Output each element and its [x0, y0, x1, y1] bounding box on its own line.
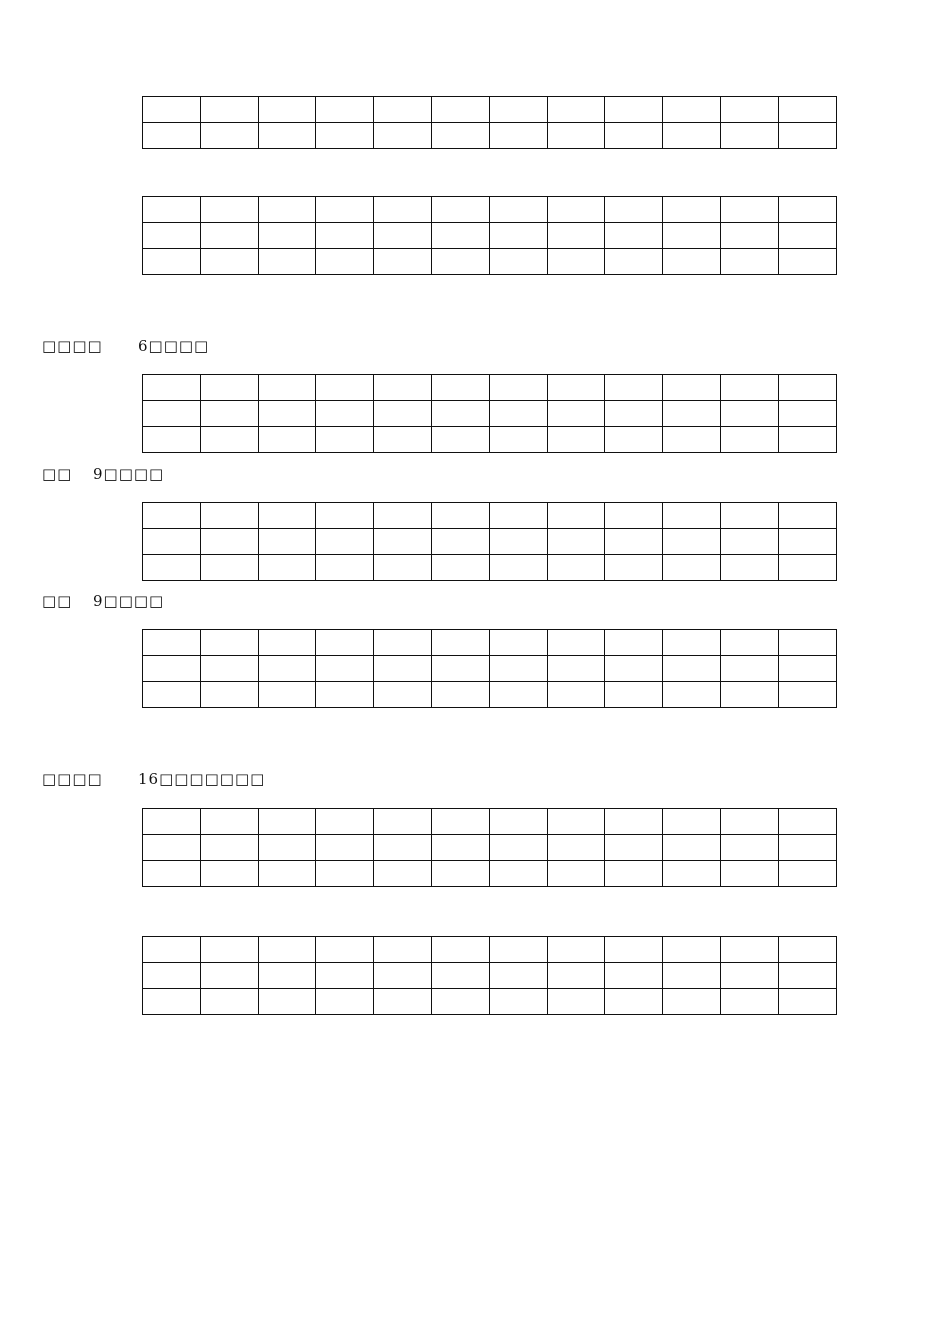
grid-cell[interactable]	[663, 375, 721, 401]
grid-cell[interactable]	[258, 375, 316, 401]
grid-cell[interactable]	[489, 682, 547, 708]
grid-cell[interactable]	[547, 682, 605, 708]
grid-cell[interactable]	[143, 937, 201, 963]
grid-cell[interactable]	[663, 937, 721, 963]
grid-cell[interactable]	[663, 503, 721, 529]
item-2-title: □□	[42, 592, 73, 610]
grid-cell[interactable]	[663, 529, 721, 555]
grid-cell[interactable]	[605, 197, 663, 223]
grid-cell[interactable]	[778, 503, 836, 529]
grid-cell[interactable]	[200, 656, 258, 682]
grid-cell[interactable]	[374, 555, 432, 581]
grid-cell[interactable]	[489, 809, 547, 835]
grid-cell[interactable]	[374, 223, 432, 249]
grid-cell[interactable]	[374, 630, 432, 656]
grid-cell[interactable]	[431, 249, 489, 275]
grid-cell[interactable]	[431, 937, 489, 963]
grid-row	[143, 656, 837, 682]
section-a-heading	[42, 337, 210, 391]
grid-cell[interactable]	[143, 809, 201, 835]
grid-cell[interactable]	[200, 630, 258, 656]
grid-cell[interactable]	[720, 989, 778, 1015]
grid-cell[interactable]	[316, 401, 374, 427]
grid-cell[interactable]	[143, 682, 201, 708]
grid-cell[interactable]	[605, 223, 663, 249]
section-b-title: □□□□	[42, 770, 103, 788]
grid-row	[143, 682, 837, 708]
grid-cell[interactable]	[431, 809, 489, 835]
grid-cell[interactable]	[778, 682, 836, 708]
grid-cell[interactable]	[605, 682, 663, 708]
grid-cell[interactable]	[778, 97, 836, 123]
grid-cell[interactable]	[200, 427, 258, 453]
grid-cell[interactable]	[663, 97, 721, 123]
grid-cell[interactable]	[316, 97, 374, 123]
grid-cell[interactable]	[605, 503, 663, 529]
grid-cell[interactable]	[778, 963, 836, 989]
grid-cell[interactable]	[258, 656, 316, 682]
grid-cell[interactable]	[316, 427, 374, 453]
answer-grid-5	[142, 629, 837, 708]
grid-cell[interactable]	[489, 656, 547, 682]
grid-cell[interactable]	[663, 249, 721, 275]
grid-cell[interactable]	[258, 249, 316, 275]
grid-cell[interactable]	[316, 989, 374, 1015]
grid-cell[interactable]	[720, 682, 778, 708]
grid-cell[interactable]	[258, 503, 316, 529]
grid-cell[interactable]	[720, 427, 778, 453]
grid-cell[interactable]	[547, 427, 605, 453]
grid-cell[interactable]	[200, 682, 258, 708]
grid-cell[interactable]	[605, 835, 663, 861]
grid-cell[interactable]	[316, 529, 374, 555]
grid-cell[interactable]	[258, 809, 316, 835]
grid-cell[interactable]	[143, 197, 201, 223]
grid-cell[interactable]	[489, 223, 547, 249]
grid-cell[interactable]	[431, 555, 489, 581]
grid-cell[interactable]	[605, 97, 663, 123]
grid-cell[interactable]	[374, 835, 432, 861]
grid-cell[interactable]	[374, 375, 432, 401]
grid-cell[interactable]	[200, 809, 258, 835]
grid-cell[interactable]	[200, 123, 258, 149]
grid-cell[interactable]	[489, 529, 547, 555]
grid-row	[143, 630, 837, 656]
grid-row	[143, 529, 837, 555]
grid-cell[interactable]	[143, 97, 201, 123]
grid-cell[interactable]	[720, 223, 778, 249]
grid-cell[interactable]	[778, 249, 836, 275]
grid-cell[interactable]	[778, 529, 836, 555]
grid-cell[interactable]	[374, 656, 432, 682]
grid-cell[interactable]	[547, 937, 605, 963]
grid-cell[interactable]	[489, 197, 547, 223]
grid-cell[interactable]	[547, 123, 605, 149]
grid-cell[interactable]	[720, 937, 778, 963]
grid-row	[143, 861, 837, 887]
grid-cell[interactable]	[143, 555, 201, 581]
grid-cell[interactable]	[374, 989, 432, 1015]
grid-row	[143, 123, 837, 149]
grid-cell[interactable]	[374, 97, 432, 123]
grid-cell[interactable]	[258, 123, 316, 149]
grid-cell[interactable]	[316, 630, 374, 656]
item-1-heading	[42, 465, 165, 519]
grid-cell[interactable]	[316, 682, 374, 708]
grid-cell[interactable]	[605, 555, 663, 581]
grid-cell[interactable]	[143, 123, 201, 149]
grid-cell[interactable]	[547, 249, 605, 275]
grid-cell[interactable]	[489, 835, 547, 861]
grid-cell[interactable]	[431, 223, 489, 249]
grid-cell[interactable]	[778, 197, 836, 223]
grid-cell[interactable]	[605, 375, 663, 401]
grid-cell[interactable]	[316, 555, 374, 581]
grid-cell[interactable]	[720, 630, 778, 656]
grid-row	[143, 427, 837, 453]
grid-cell[interactable]	[143, 989, 201, 1015]
grid-cell[interactable]	[316, 963, 374, 989]
grid-cell[interactable]	[143, 529, 201, 555]
grid-cell[interactable]	[374, 249, 432, 275]
grid-cell[interactable]	[547, 529, 605, 555]
grid-cell[interactable]	[200, 249, 258, 275]
grid-cell[interactable]	[778, 375, 836, 401]
grid-cell[interactable]	[663, 123, 721, 149]
grid-cell[interactable]	[258, 963, 316, 989]
grid-cell[interactable]	[605, 809, 663, 835]
grid-cell[interactable]	[258, 197, 316, 223]
grid-row	[143, 401, 837, 427]
grid-cell[interactable]	[663, 809, 721, 835]
grid-cell[interactable]	[431, 401, 489, 427]
grid-cell[interactable]	[143, 630, 201, 656]
grid-cell[interactable]	[431, 989, 489, 1015]
grid-cell[interactable]	[605, 630, 663, 656]
grid-cell[interactable]	[547, 375, 605, 401]
grid-cell[interactable]	[720, 861, 778, 887]
grid-cell[interactable]	[143, 223, 201, 249]
grid-cell[interactable]	[720, 963, 778, 989]
grid-row	[143, 249, 837, 275]
grid-cell[interactable]	[431, 656, 489, 682]
grid-cell[interactable]	[547, 989, 605, 1015]
grid-cell[interactable]	[143, 401, 201, 427]
grid-cell[interactable]	[778, 937, 836, 963]
grid-cell[interactable]	[605, 861, 663, 887]
grid-cell[interactable]	[143, 656, 201, 682]
grid-row	[143, 963, 837, 989]
grid-cell[interactable]	[316, 223, 374, 249]
grid-cell[interactable]	[200, 223, 258, 249]
grid-cell[interactable]	[316, 249, 374, 275]
grid-cell[interactable]	[200, 861, 258, 887]
grid-cell[interactable]	[720, 249, 778, 275]
grid-row	[143, 555, 837, 581]
item-1-instruction: 9□□□□	[93, 465, 165, 483]
grid-cell[interactable]	[258, 989, 316, 1015]
grid-cell[interactable]	[720, 97, 778, 123]
answer-grid-7	[142, 936, 837, 1015]
grid-cell[interactable]	[778, 555, 836, 581]
grid-cell[interactable]	[489, 555, 547, 581]
grid-cell[interactable]	[374, 937, 432, 963]
grid-cell[interactable]	[778, 427, 836, 453]
grid-cell[interactable]	[778, 123, 836, 149]
grid-cell[interactable]	[605, 963, 663, 989]
grid-cell[interactable]	[200, 503, 258, 529]
grid-cell[interactable]	[489, 97, 547, 123]
grid-cell[interactable]	[547, 223, 605, 249]
grid-cell[interactable]	[200, 835, 258, 861]
grid-cell[interactable]	[431, 529, 489, 555]
grid-cell[interactable]	[720, 529, 778, 555]
grid-cell[interactable]	[374, 197, 432, 223]
grid-cell[interactable]	[489, 963, 547, 989]
grid-cell[interactable]	[200, 375, 258, 401]
grid-cell[interactable]	[374, 861, 432, 887]
grid-cell[interactable]	[258, 937, 316, 963]
grid-cell[interactable]	[663, 630, 721, 656]
grid-cell[interactable]	[547, 861, 605, 887]
answer-grid-1	[142, 96, 837, 149]
grid-cell[interactable]	[778, 401, 836, 427]
grid-cell[interactable]	[663, 989, 721, 1015]
grid-cell[interactable]	[547, 555, 605, 581]
grid-cell[interactable]	[316, 937, 374, 963]
grid-cell[interactable]	[720, 197, 778, 223]
grid-cell[interactable]	[663, 401, 721, 427]
grid-cell[interactable]	[316, 656, 374, 682]
grid-cell[interactable]	[663, 555, 721, 581]
grid-cell[interactable]	[778, 630, 836, 656]
grid-cell[interactable]	[258, 401, 316, 427]
grid-cell[interactable]	[663, 223, 721, 249]
grid-cell[interactable]	[547, 630, 605, 656]
grid-cell[interactable]	[431, 375, 489, 401]
grid-cell[interactable]	[663, 682, 721, 708]
grid-row	[143, 989, 837, 1015]
grid-cell[interactable]	[200, 97, 258, 123]
grid-cell[interactable]	[143, 963, 201, 989]
grid-row	[143, 375, 837, 401]
grid-cell[interactable]	[778, 656, 836, 682]
grid-cell[interactable]	[258, 630, 316, 656]
answer-grid-4	[142, 502, 837, 581]
grid-cell[interactable]	[720, 835, 778, 861]
grid-cell[interactable]	[605, 989, 663, 1015]
grid-cell[interactable]	[720, 503, 778, 529]
grid-cell[interactable]	[489, 427, 547, 453]
grid-cell[interactable]	[431, 861, 489, 887]
grid-cell[interactable]	[605, 656, 663, 682]
grid-cell[interactable]	[605, 249, 663, 275]
grid-cell[interactable]	[143, 503, 201, 529]
grid-cell[interactable]	[431, 630, 489, 656]
grid-cell[interactable]	[547, 963, 605, 989]
grid-row	[143, 809, 837, 835]
grid-cell[interactable]	[200, 937, 258, 963]
grid-cell[interactable]	[431, 835, 489, 861]
grid-cell[interactable]	[316, 375, 374, 401]
grid-cell[interactable]	[720, 375, 778, 401]
grid-cell[interactable]	[200, 989, 258, 1015]
grid-cell[interactable]	[489, 630, 547, 656]
grid-cell[interactable]	[489, 375, 547, 401]
grid-cell[interactable]	[547, 835, 605, 861]
grid-cell[interactable]	[316, 809, 374, 835]
grid-cell[interactable]	[143, 835, 201, 861]
section-b-instruction: 16□□□□□□□	[138, 770, 266, 788]
grid-row	[143, 937, 837, 963]
grid-cell[interactable]	[258, 223, 316, 249]
grid-cell[interactable]	[143, 861, 201, 887]
grid-cell[interactable]	[605, 427, 663, 453]
grid-cell[interactable]	[489, 123, 547, 149]
grid-cell[interactable]	[374, 529, 432, 555]
grid-cell[interactable]	[374, 123, 432, 149]
grid-cell[interactable]	[258, 861, 316, 887]
grid-cell[interactable]	[663, 656, 721, 682]
grid-cell[interactable]	[374, 503, 432, 529]
grid-row	[143, 835, 837, 861]
grid-cell[interactable]	[547, 401, 605, 427]
grid-cell[interactable]	[258, 555, 316, 581]
grid-cell[interactable]	[663, 427, 721, 453]
grid-cell[interactable]	[431, 963, 489, 989]
item-2-instruction: 9□□□□	[93, 592, 165, 610]
grid-cell[interactable]	[258, 427, 316, 453]
grid-row	[143, 223, 837, 249]
grid-cell[interactable]	[547, 97, 605, 123]
grid-cell[interactable]	[316, 861, 374, 887]
grid-cell[interactable]	[663, 963, 721, 989]
grid-cell[interactable]	[720, 656, 778, 682]
answer-grid-3	[142, 374, 837, 453]
answer-grid-6	[142, 808, 837, 887]
grid-cell[interactable]	[663, 197, 721, 223]
grid-cell[interactable]	[431, 97, 489, 123]
grid-cell[interactable]	[778, 835, 836, 861]
grid-cell[interactable]	[374, 427, 432, 453]
grid-cell[interactable]	[316, 123, 374, 149]
grid-cell[interactable]	[431, 427, 489, 453]
grid-cell[interactable]	[720, 401, 778, 427]
grid-cell[interactable]	[316, 835, 374, 861]
section-a-title: □□□□	[42, 337, 103, 355]
grid-cell[interactable]	[143, 427, 201, 453]
grid-cell[interactable]	[258, 835, 316, 861]
grid-cell[interactable]	[431, 123, 489, 149]
grid-cell[interactable]	[547, 197, 605, 223]
grid-cell[interactable]	[200, 529, 258, 555]
grid-cell[interactable]	[778, 989, 836, 1015]
grid-cell[interactable]	[663, 835, 721, 861]
item-1-title: □□	[42, 465, 73, 483]
grid-cell[interactable]	[489, 503, 547, 529]
grid-cell[interactable]	[720, 809, 778, 835]
grid-row	[143, 197, 837, 223]
grid-cell[interactable]	[778, 861, 836, 887]
grid-cell[interactable]	[431, 682, 489, 708]
grid-cell[interactable]	[720, 123, 778, 149]
grid-cell[interactable]	[547, 503, 605, 529]
grid-cell[interactable]	[200, 555, 258, 581]
grid-cell[interactable]	[431, 197, 489, 223]
grid-cell[interactable]	[258, 682, 316, 708]
grid-cell[interactable]	[605, 123, 663, 149]
grid-cell[interactable]	[720, 555, 778, 581]
grid-cell[interactable]	[374, 809, 432, 835]
grid-cell[interactable]	[200, 401, 258, 427]
item-2-heading	[42, 592, 165, 646]
grid-cell[interactable]	[489, 937, 547, 963]
grid-cell[interactable]	[374, 963, 432, 989]
grid-cell[interactable]	[778, 223, 836, 249]
grid-cell[interactable]	[489, 861, 547, 887]
grid-row	[143, 503, 837, 529]
grid-cell[interactable]	[258, 97, 316, 123]
grid-cell[interactable]	[605, 529, 663, 555]
grid-cell[interactable]	[316, 197, 374, 223]
grid-cell[interactable]	[431, 503, 489, 529]
grid-row	[143, 97, 837, 123]
grid-cell[interactable]	[489, 401, 547, 427]
grid-cell[interactable]	[489, 249, 547, 275]
grid-cell[interactable]	[778, 809, 836, 835]
grid-cell[interactable]	[200, 197, 258, 223]
grid-cell[interactable]	[547, 809, 605, 835]
grid-cell[interactable]	[143, 249, 201, 275]
section-a-instruction: 6□□□□	[138, 337, 210, 355]
grid-cell[interactable]	[374, 401, 432, 427]
grid-cell[interactable]	[143, 375, 201, 401]
answer-grid-2	[142, 196, 837, 275]
grid-cell[interactable]	[258, 529, 316, 555]
grid-cell[interactable]	[605, 937, 663, 963]
grid-cell[interactable]	[374, 682, 432, 708]
grid-cell[interactable]	[663, 861, 721, 887]
grid-cell[interactable]	[200, 963, 258, 989]
grid-cell[interactable]	[605, 401, 663, 427]
grid-cell[interactable]	[547, 656, 605, 682]
section-b-heading	[42, 770, 266, 824]
grid-cell[interactable]	[316, 503, 374, 529]
grid-cell[interactable]	[489, 989, 547, 1015]
